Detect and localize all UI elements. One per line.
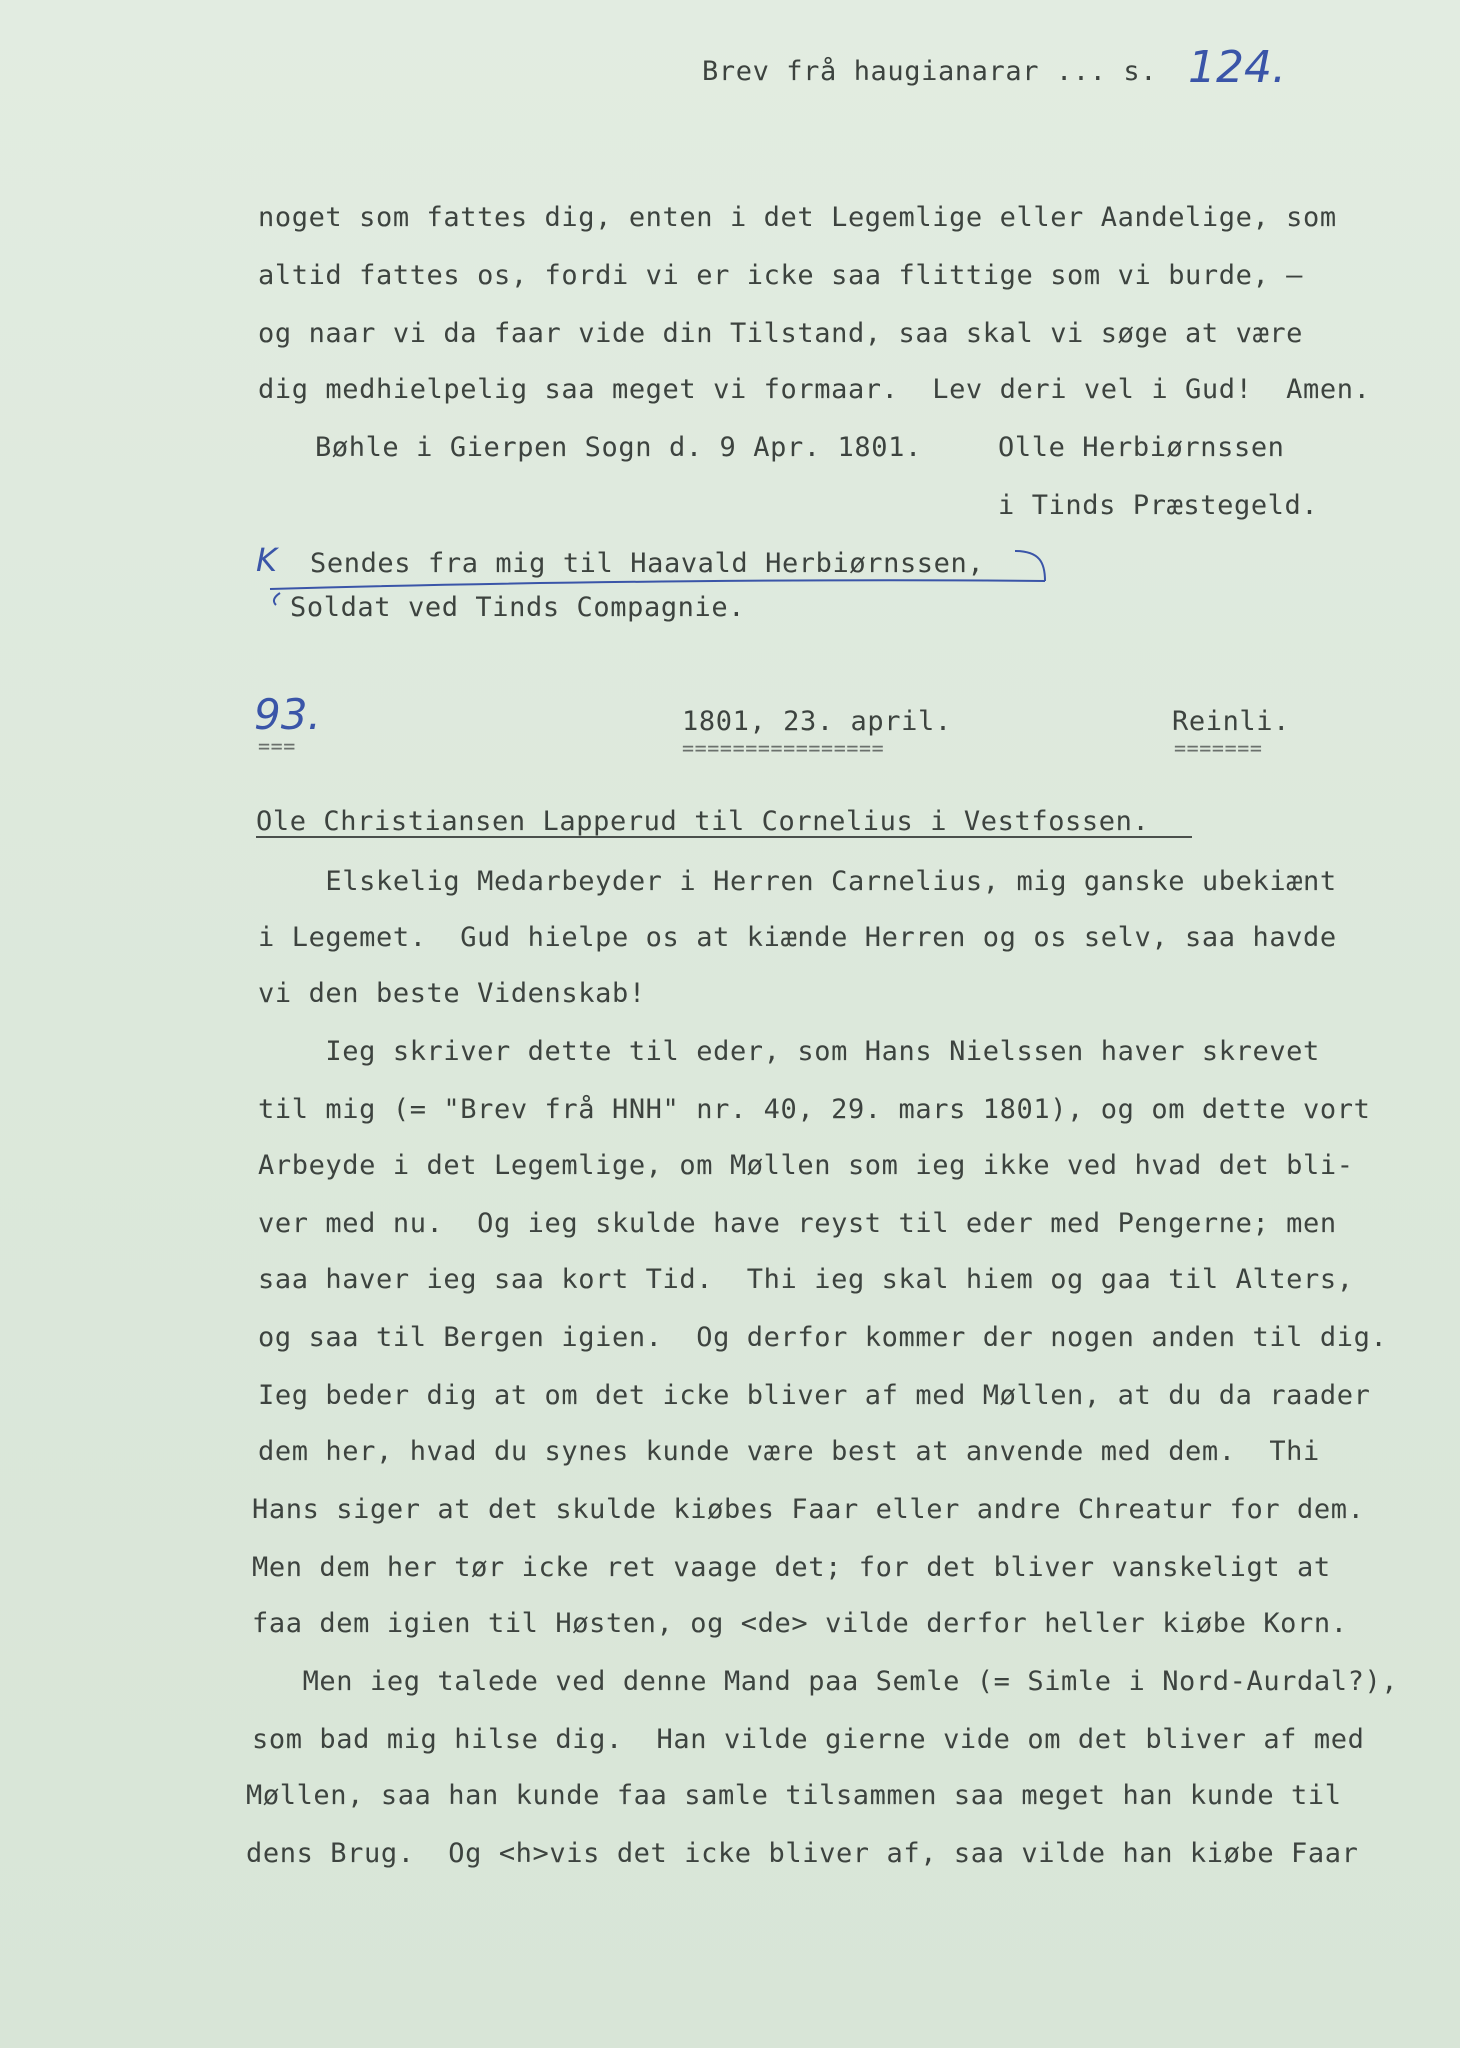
- letter2-line: Arbeyde i det Legemlige, om Møllen som ieg ikke ved hvad det bli-: [258, 1150, 1354, 1181]
- letter2-line: saa haver ieg saa kort Tid. Thi ieg skal hiem og gaa til Alters,: [258, 1264, 1354, 1295]
- letter2-line: faa dem igien til Høsten, og <de> vilde derfor heller kiøbe Korn.: [252, 1608, 1348, 1639]
- letter2-line: dens Brug. Og <h>vis det icke bliver af, saa vilde han kiøbe Faar: [246, 1838, 1359, 1869]
- handwritten-bracket-line: [250, 541, 1060, 615]
- letter2-line: Ieg beder dig at om det icke bliver af med Møllen, at du da raader: [258, 1380, 1371, 1411]
- letter2-line: Ieg skriver dette til eder, som Hans Nielssen haver skrevet: [258, 1036, 1320, 1067]
- running-header: Brev frå haugianarar ... s.: [702, 56, 1158, 87]
- letter1-address: Sendes fra mig til Haavald Herbiørnssen,: [310, 548, 985, 579]
- letter1-line: noget som fattes dig, enten i det Legemlige eller Aandelige, som: [258, 202, 1337, 233]
- letter1-line: og naar vi da faar vide din Tilstand, saa skal vi søge at være: [258, 318, 1304, 349]
- letter2-line: Hans siger at det skulde kiøbes Faar eller andre Chreatur for dem.: [252, 1494, 1365, 1525]
- handwritten-note-mark: K: [256, 541, 277, 579]
- letter1-line: altid fattes os, fordi vi er icke saa flittige som vi burde, —: [258, 260, 1304, 291]
- letter2-place: Reinli.: [1172, 706, 1290, 737]
- letter-number-rule: ===: [258, 734, 296, 758]
- letter1-line: dig medhielpelig saa meget vi formaar. Lev deri vel i Gud! Amen.: [258, 374, 1371, 405]
- letter-place-rule: =======: [1174, 736, 1263, 760]
- letter2-line: Men ieg talede ved denne Mand paa Semle (= Simle i Nord-Aurdal?),: [252, 1666, 1399, 1697]
- letter2-line: til mig (= "Brev frå HNH" nr. 40, 29. mars 1801), og om dette vort: [258, 1094, 1371, 1125]
- letter2-line: Elskelig Medarbeyder i Herren Carnelius, mig ganske ubekiænt: [258, 866, 1337, 897]
- letter2-line: dem her, hvad du synes kunde være best at anvende med dem. Thi: [258, 1436, 1320, 1467]
- letter2-line: vi den beste Videnskab!: [258, 978, 646, 1009]
- letter2-title-underline: [256, 836, 1192, 838]
- letter2-line: og saa til Bergen igien. Og derfor kommer der nogen anden til dig.: [258, 1322, 1388, 1353]
- letter1-place-date: Bøhle i Gierpen Sogn d. 9 Apr. 1801.: [315, 432, 922, 463]
- letter2-line: Men dem her tør icke ret vaage det; for det bliver vanskeligt at: [252, 1552, 1331, 1583]
- letter2-date: 1801, 23. april.: [682, 706, 952, 737]
- handwritten-page-number: 124.: [1188, 42, 1286, 93]
- letter2-line: ver med nu. Og ieg skulde have reyst til eder med Pengerne; men: [258, 1208, 1337, 1239]
- letter1-signature: Olle Herbiørnssen: [998, 432, 1285, 463]
- handwritten-letter-number: 93.: [254, 690, 321, 739]
- letter1-signature-place: i Tinds Præstegeld.: [998, 490, 1319, 521]
- letter2-line: i Legemet. Gud hielpe os at kiænde Herren og os selv, saa havde: [258, 922, 1337, 953]
- letter2-line: som bad mig hilse dig. Han vilde gierne vide om det bliver af med: [252, 1724, 1365, 1755]
- letter1-address: Soldat ved Tinds Compagnie.: [290, 592, 746, 623]
- letter2-line: Møllen, saa han kunde faa samle tilsammen saa meget han kunde til: [246, 1780, 1342, 1811]
- letter2-title: Ole Christiansen Lapperud til Cornelius i Vestfossen.: [256, 806, 1150, 837]
- letter-date-rule: ================: [682, 736, 885, 760]
